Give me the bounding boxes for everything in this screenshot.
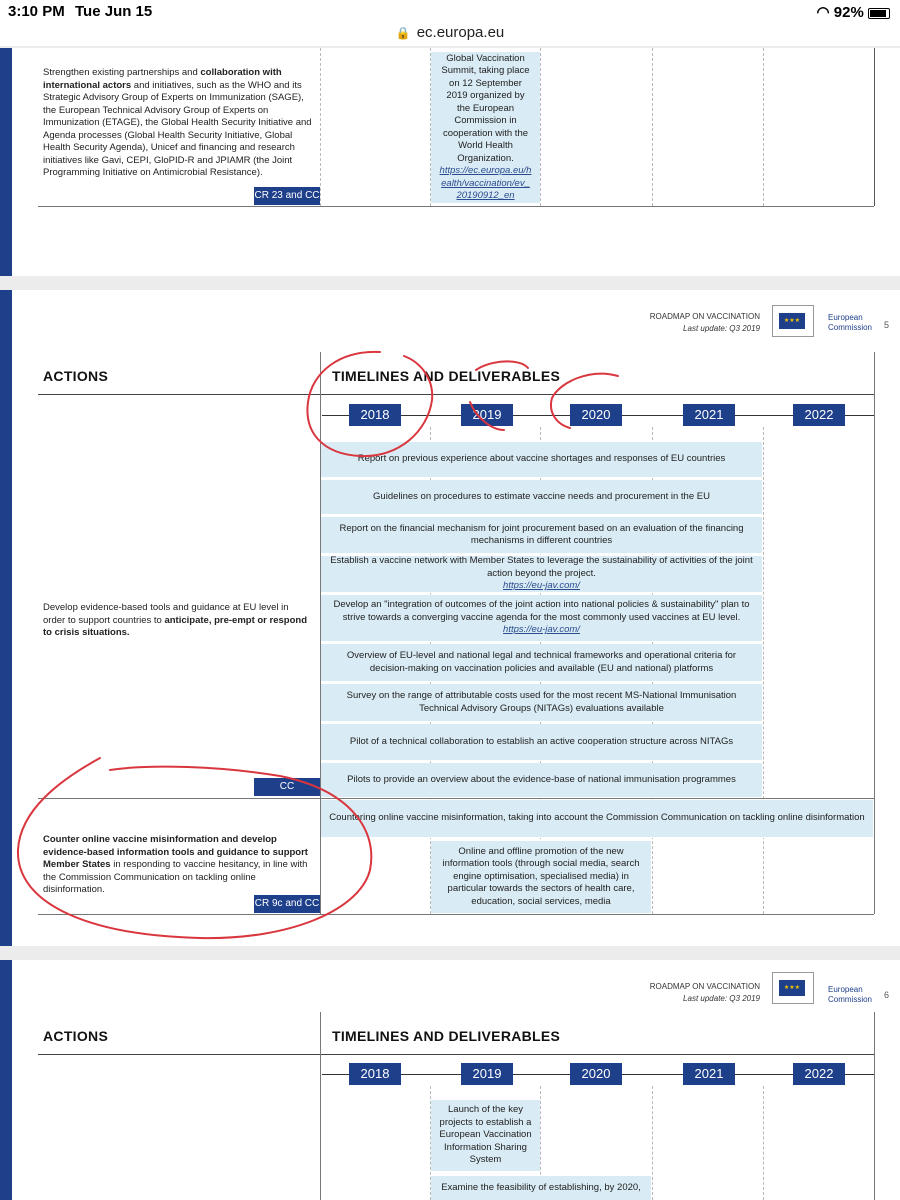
deliverable-text: Report on the financial mechanism for joint procurement based on an evaluation of the financing mechanisms in different countries [339, 522, 744, 546]
action-counter-misinformation [43, 834, 315, 897]
year-label-0: 2018 [349, 1063, 401, 1085]
last-update: Last update: Q3 2019 [683, 994, 760, 1003]
deliverable-row-1 [321, 480, 762, 515]
timelines-heading: TIMELINES AND DELIVERABLES [332, 1028, 561, 1044]
action2-bold: Counter online vaccine misinformation and develop evidence-based information tools and guidance to support Member States [43, 834, 308, 870]
year-label-1: 2019 [461, 1063, 513, 1085]
battery-icon [868, 8, 890, 19]
cr-tag: CR 23 and CC [254, 187, 320, 205]
year-label-3: 2021 [683, 1063, 735, 1085]
status-time: 3:10 PM [8, 3, 65, 20]
page-5 [0, 290, 900, 946]
deliverable-row-5 [321, 644, 762, 682]
year-label-4: 2022 [793, 404, 845, 426]
deliverable-text: Survey on the range of attributable costs used for the most recent MS-National Immunisation Technical Advisory Groups (NITAGs) evaluations available [346, 690, 737, 714]
page-spine [0, 48, 12, 276]
wifi-icon: ◠ [816, 4, 830, 21]
status-right [817, 3, 890, 21]
ec-line1: European [828, 313, 863, 322]
page-spine [0, 960, 12, 1200]
year-label-2: 2020 [570, 404, 622, 426]
deliverable-text: Develop an "integration of outcomes of the joint action into national policies & sustainability" plan to strive towards a converging vaccine agenda for the most commonly used vaccines at EU level. [333, 599, 750, 623]
deliverable-row-3 [321, 556, 762, 593]
deliverable-row-8 [321, 763, 762, 798]
deliverable-text: Establish a vaccine network with Member States to leverage the sustainability of activities of the joint action beyond the project. [330, 555, 753, 579]
timelines-heading: TIMELINES AND DELIVERABLES [332, 368, 561, 384]
last-update: Last update: Q3 2019 [683, 324, 760, 333]
eu-flag-icon: ★★★ [779, 313, 805, 329]
deliverable-vaccination-info-system: Launch of the key projects to establish a European Vaccination Information Sharing System [431, 1100, 540, 1172]
deliverable-row-4 [321, 595, 762, 642]
deliverable-text: Guidelines on procedures to estimate vaccine needs and procurement in the EU [373, 490, 710, 502]
page-fragment-top [0, 48, 900, 276]
url-text: ec.europa.eu [416, 24, 505, 41]
year-label-0: 2018 [349, 404, 401, 426]
ec-line2: Commission [828, 323, 873, 332]
status-date: Tue Jun 15 [75, 3, 153, 20]
deliverable-global-summit [431, 52, 540, 204]
deliverable-text: Pilot of a technical collaboration to establish an active cooperation structure across NITAGs [349, 735, 734, 747]
deliverable-countering-misinformation: Countering online vaccine misinformation, taking into account the Commission Communication on tackling online disinformation [321, 800, 873, 838]
cc-tag: CC [254, 778, 320, 796]
deliverable-text: Global Vaccination Summit, taking place on 12 September 2019 organized by the European Commission in cooperation with the World Health Organization. [441, 52, 530, 164]
action-text-bold: collaboration with international actors [43, 67, 282, 91]
deliverable-link[interactable]: https://eu-jav.com/ [503, 580, 580, 592]
cr-9c-tag: CR 9c and CC [254, 895, 320, 913]
deliverable-feasibility: Examine the feasibility of establishing, by 2020, [431, 1176, 651, 1200]
eu-flag-icon: ★★★ [779, 980, 805, 996]
deliverable-online-promotion: Online and offline promotion of the new information tools (through social media, search engine optimisation, specialised media) in particular towards the sectors of health care, education, social services, media [431, 841, 651, 914]
page-number: 6 [884, 990, 890, 1000]
ec-line2: Commission [828, 995, 873, 1004]
action2-rest: in responding to vaccine hesitancy, in line with the Commission Communication on tackling online disinformation. [43, 859, 308, 895]
roadmap-title: ROADMAP ON VACCINATION [649, 312, 760, 321]
page-6 [0, 960, 900, 1200]
deliverable-row-0 [321, 442, 762, 478]
page-spine [0, 290, 12, 946]
action-text-lead: Strengthen existing partnerships and [43, 67, 201, 78]
action-crisis-tools [43, 602, 313, 640]
eu-flag-logo [772, 305, 814, 337]
battery-percent: 92% [833, 4, 864, 21]
eu-flag-logo [772, 972, 814, 1004]
deliverable-text: Pilots to provide an overview about the evidence-base of national immunisation programmes [347, 773, 736, 785]
action-text-rest: and initiatives, such as the WHO and its Strategic Advisory Group of Experts on Immunization (SAGE), the European Technical Advisory Group of Experts on Immunization (ETAGE), the Global Health Security Initiative and Agenda processes (Global Health Security Initiative, Global Health Security Agenda), Unicef and financing and research initiatives like Gavi, CEPI, GloPID-R and JPIAMR (the Joint Programming Initiative on Antimicrobial Resistance). [43, 79, 312, 178]
ec-wordmark [828, 313, 872, 333]
lock-icon: 🔒 [395, 26, 411, 40]
action1-bold: anticipate, pre-empt or respond to crisis situations. [43, 614, 307, 638]
ec-wordmark [828, 985, 872, 1005]
ec-line1: European [828, 985, 863, 994]
deliverable-text: Overview of EU-level and national legal and technical frameworks and operational criteria for decision-making on vaccination policies and available (EU and national) platforms [346, 650, 737, 674]
year-label-3: 2021 [683, 404, 735, 426]
actions-heading: ACTIONS [43, 368, 109, 384]
year-label-2: 2020 [570, 1063, 622, 1085]
deliverable-row-2 [321, 517, 762, 554]
status-bar [0, 0, 900, 24]
roadmap-title: ROADMAP ON VACCINATION [649, 982, 760, 991]
page-number: 5 [884, 320, 890, 330]
page-header-text [620, 312, 760, 333]
page-header-text [620, 982, 760, 1003]
action-international-collab [43, 67, 318, 180]
action1-lead: Develop evidence-based tools and guidance at EU level in order to support countries to [43, 602, 289, 626]
year-label-4: 2022 [793, 1063, 845, 1085]
actions-heading: ACTIONS [43, 1028, 109, 1044]
deliverable-row-7 [321, 724, 762, 761]
year-label-1: 2019 [461, 404, 513, 426]
address-bar[interactable] [0, 24, 900, 46]
deliverable-text: Report on previous experience about vaccine shortages and responses of EU countries [357, 453, 726, 465]
deliverable-row-6 [321, 684, 762, 722]
deliverable-link[interactable]: https://eu-jav.com/ [503, 624, 580, 636]
deliverable-link[interactable]: https://ec.europa.eu/health/vaccination/ev_20190912_en [439, 165, 532, 201]
